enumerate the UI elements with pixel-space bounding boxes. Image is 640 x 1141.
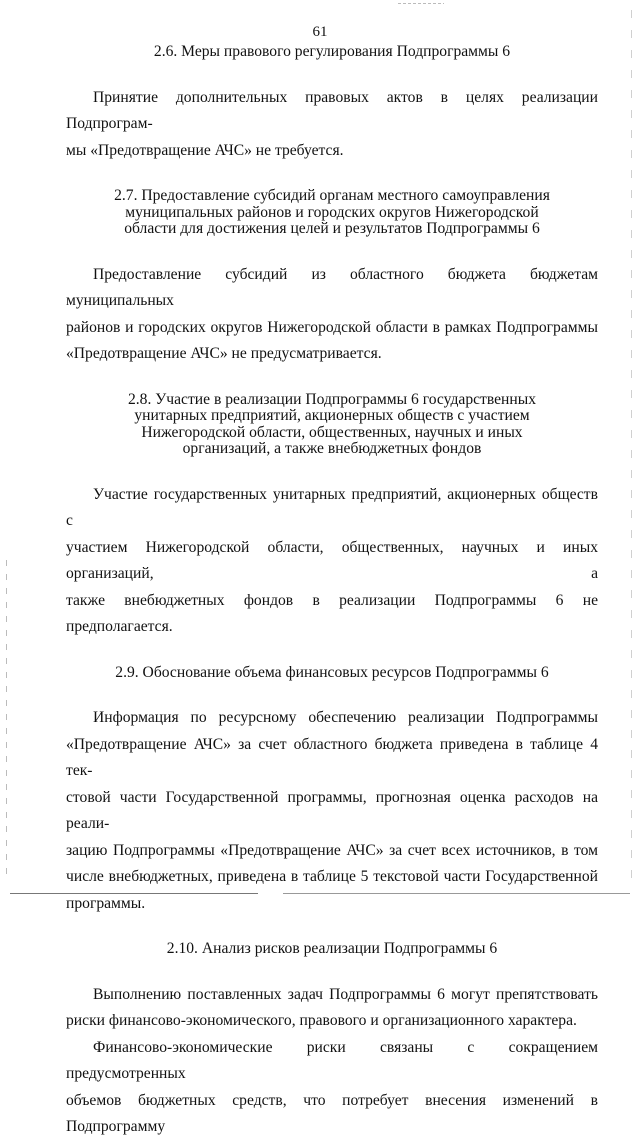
paragraph-line: риски финансово-экономического, правового и организационного характера. (66, 1012, 577, 1029)
section-2-6-paragraph-1 (66, 85, 598, 165)
heading-line: 2.6. Меры правового регулирования Подпрограммы 6 (153, 43, 511, 60)
section-heading-2-6 (66, 44, 598, 61)
section-heading-2-7 (66, 188, 598, 238)
section-2-7-paragraph-1 (66, 262, 598, 368)
paragraph-line: стовой части Государственной программы, прогнозная оценка расходов на реали- (66, 788, 598, 832)
section-2-9-paragraph-1 (66, 705, 598, 917)
page-content (66, 44, 598, 1141)
paragraph-line: также внебюджетных фондов в реализации Подпрограммы 6 не предполагается. (66, 591, 598, 635)
scan-artifact-top (398, 3, 444, 4)
paragraph-line: объемов бюджетных средств, что потребует внесения изменений в Подпрограмму (66, 1091, 598, 1135)
heading-line: 2.8. Участие в реализации Подпрограммы 6 государственных (127, 390, 537, 408)
paragraph-line: мы «Предотвращение АЧС» не требуется. (66, 141, 344, 159)
heading-line: муниципальных районов и городских округов Нижегородской (125, 203, 539, 221)
scan-artifact-right-edge (631, 10, 632, 890)
heading-line: Нижегородской области, общественных, научных и иных (141, 423, 523, 441)
paragraph-line: Предоставление субсидий из областного бюджета бюджетам муниципальных (66, 265, 598, 309)
paragraph-line: районов и городских округов Нижегородской области в рамках Подпрограммы (66, 318, 598, 336)
heading-line: 2.7. Предоставление субсидий органам местного самоуправления (114, 187, 550, 204)
heading-line: 2.10. Анализ рисков реализации Подпрограммы 6 (166, 940, 498, 957)
section-heading-2-8 (66, 392, 598, 458)
paragraph-line: Принятие дополнительных правовых актов в целях реализации Подпрограм- (66, 88, 598, 132)
scan-artifact-left-edge (6, 560, 7, 880)
heading-line: области для достижения целей и результатов Подпрограммы 6 (124, 220, 540, 237)
heading-line: организаций, а также внебюджетных фондов (182, 440, 482, 457)
heading-line: 2.9. Обоснование объема финансовых ресурсов Подпрограммы 6 (115, 663, 549, 681)
paragraph-line: зацию Подпрограммы «Предотвращение АЧС» за счет всех источников, в том (66, 841, 598, 859)
paragraph-line: Выполнению поставленных задач Подпрограммы 6 могут препятствовать (93, 985, 598, 1003)
page-number: 61 (312, 24, 328, 40)
paragraph-line: программы. (66, 894, 146, 912)
section-heading-2-9 (66, 665, 598, 682)
paragraph-line: Финансово-экономические риски связаны с сокращением предусмотренных (66, 1038, 598, 1082)
paragraph-line: участием Нижегородской области, общественных, научных и иных организаций, а (66, 538, 598, 582)
paragraph-line: Информация по ресурсному обеспечению реализации Подпрограммы (93, 709, 598, 726)
section-2-10-paragraph-1 (66, 982, 598, 1035)
section-2-10-paragraph-2 (66, 1035, 598, 1141)
paragraph-line: «Предотвращение АЧС» не предусматривается. (66, 345, 382, 362)
paragraph-line: числе внебюджетных, приведена в таблице 5 текстовой части Государственной (66, 868, 598, 885)
paragraph-line: Участие государственных унитарных предприятий, акционерных обществ с (66, 485, 598, 529)
paragraph-line: «Предотвращение АЧС» за счет областного бюджета приведена в таблице 4 тек- (66, 735, 598, 779)
heading-line: унитарных предприятий, акционерных обществ с участием (134, 407, 530, 424)
section-heading-2-10 (66, 941, 598, 958)
section-2-8-paragraph-1 (66, 482, 598, 641)
